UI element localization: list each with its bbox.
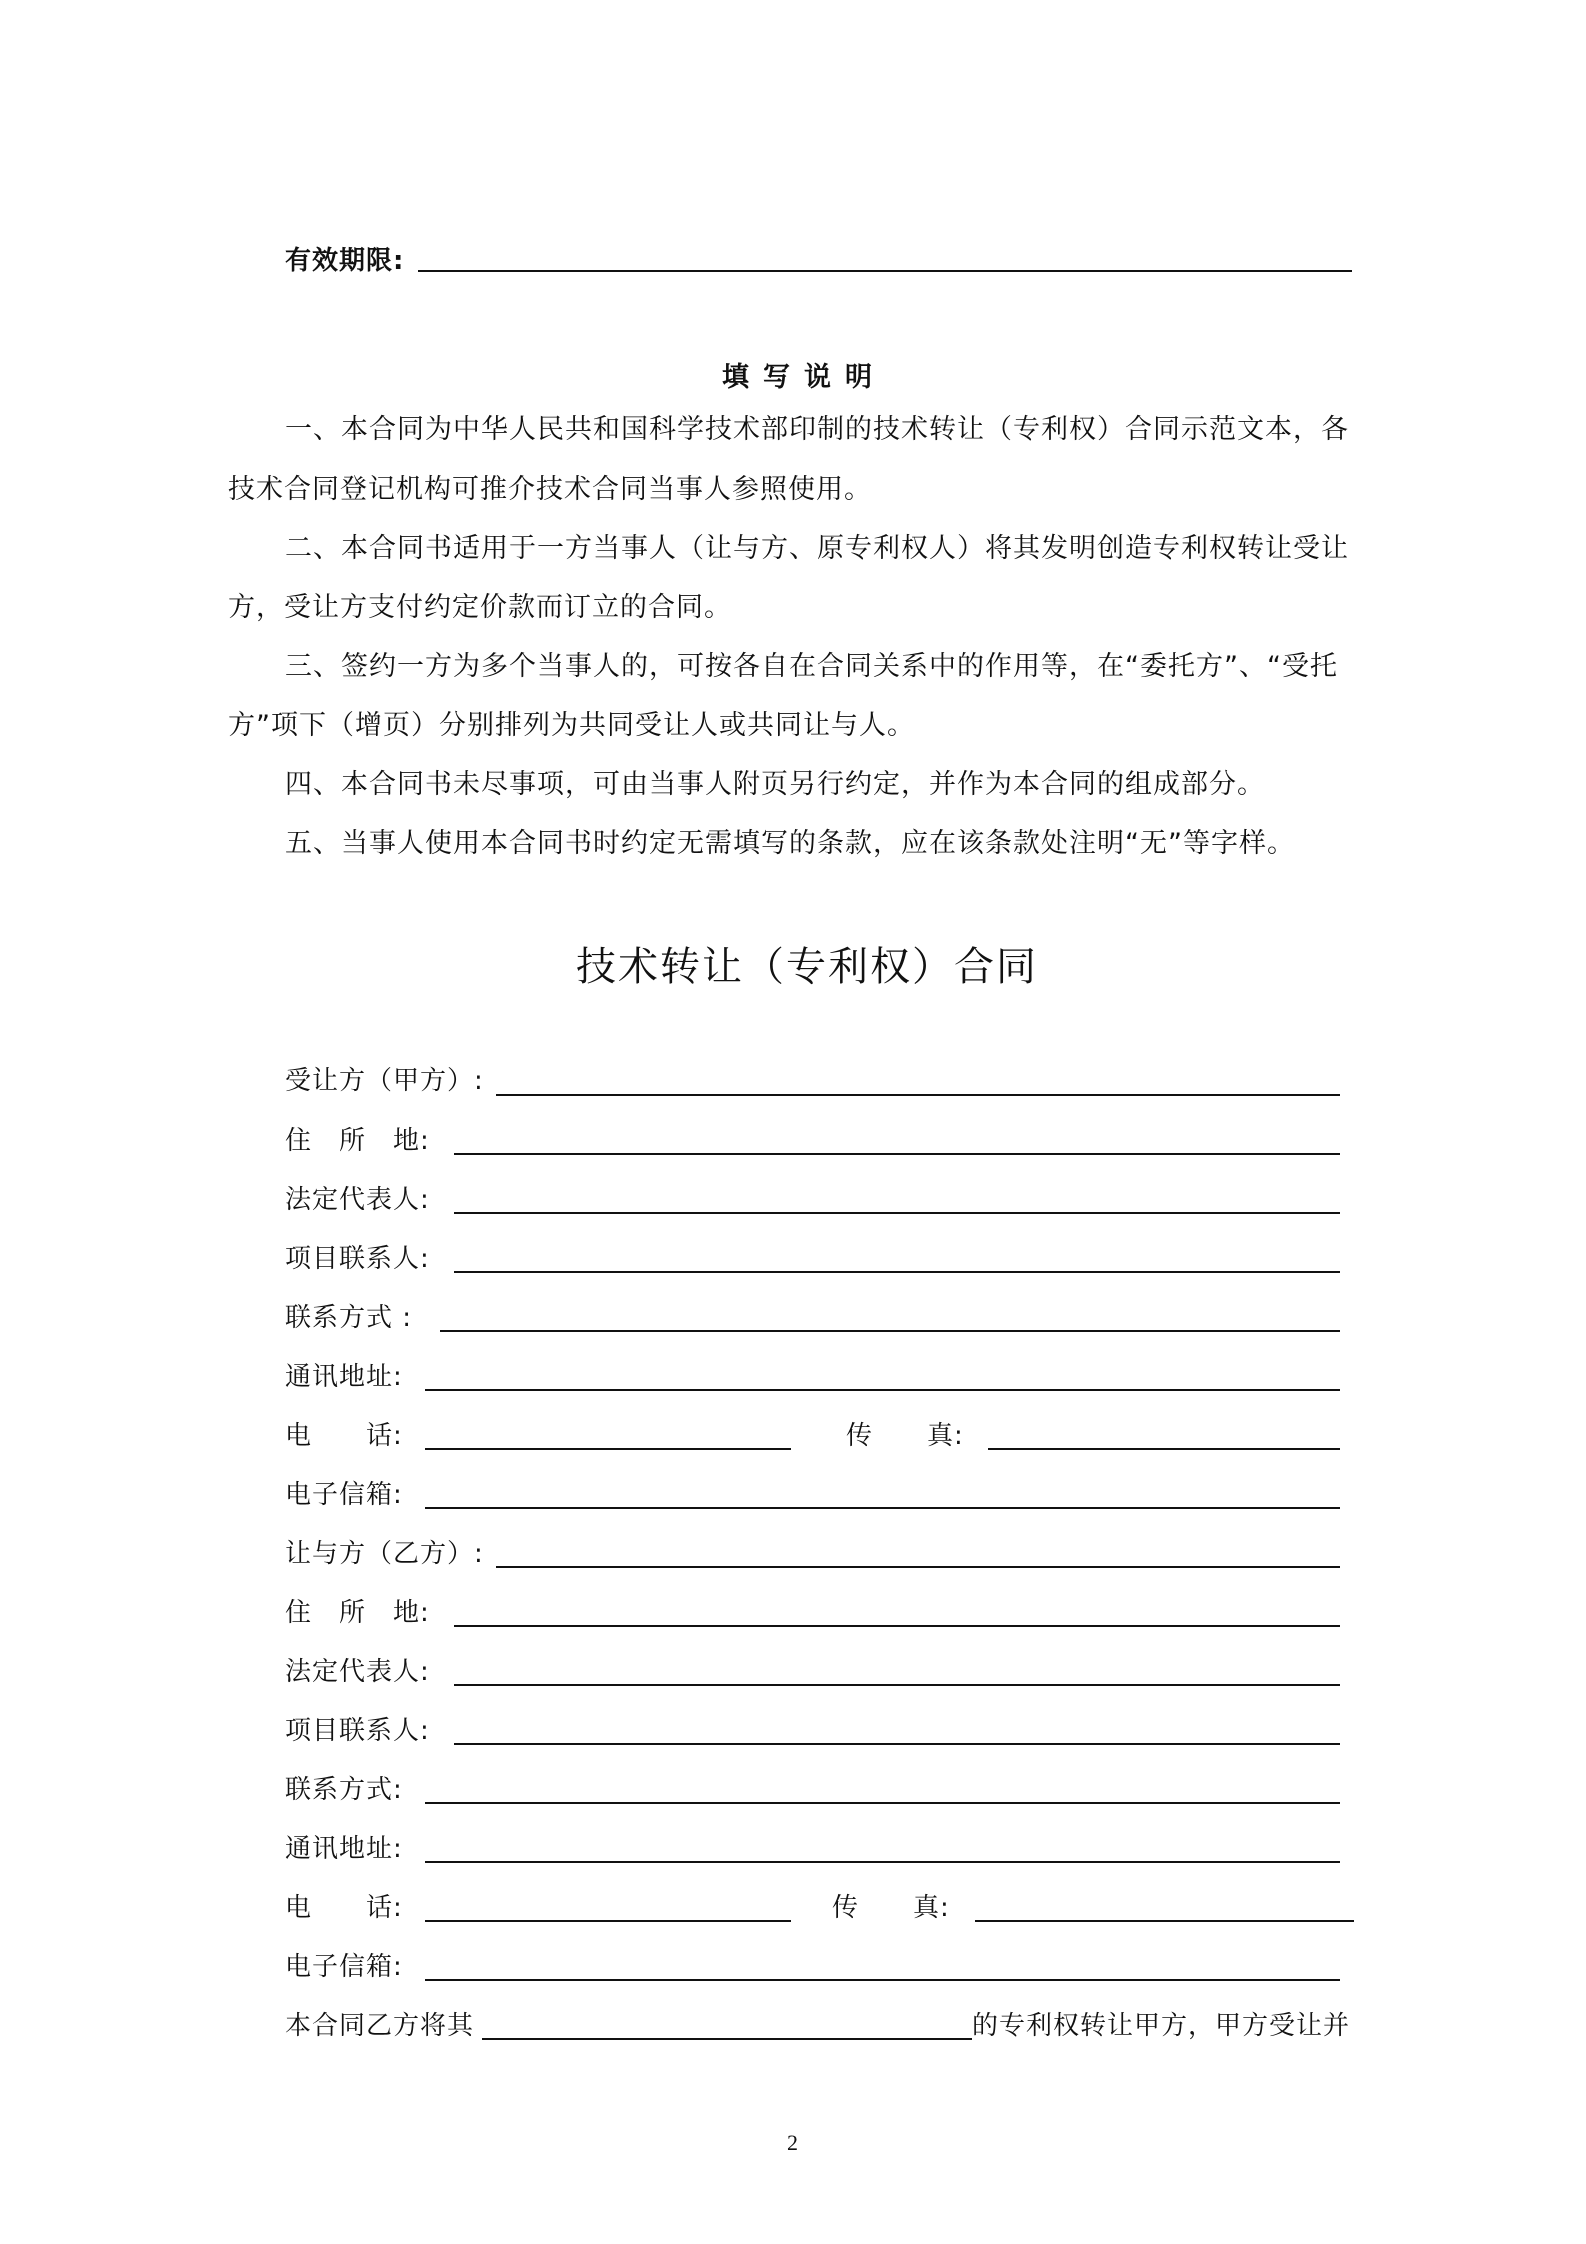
instruction-3-line2: 方”项下（增页）分别排列为共同受让人或共同让与人。 bbox=[228, 710, 915, 741]
party-b-email-label: 电子信箱: bbox=[285, 1952, 403, 1982]
party-b-contact-field[interactable] bbox=[454, 1743, 1340, 1745]
instruction-2-line1: 二、本合同书适用于一方当事人（让与方、原专利权人）将其发明创造专利权转让受让 bbox=[285, 533, 1349, 564]
party-a-contact-field[interactable] bbox=[454, 1271, 1340, 1273]
validity-label: 有效期限: bbox=[285, 246, 405, 276]
party-a-email-label: 电子信箱: bbox=[285, 1480, 403, 1510]
party-a-contact-method-label: 联系方式 : bbox=[285, 1303, 413, 1333]
party-a-address-label: 住 所 地: bbox=[285, 1126, 430, 1156]
instruction-4: 四、本合同书未尽事项，可由当事人附页另行约定，并作为本合同的组成部分。 bbox=[285, 769, 1265, 800]
party-b-mail-address-label: 通讯地址: bbox=[285, 1834, 403, 1864]
closing-suffix: 的专利权转让甲方，甲方受让并 bbox=[972, 2011, 1351, 2041]
party-b-contact-method-field[interactable] bbox=[425, 1802, 1340, 1804]
party-a-fax-label: 传 真: bbox=[846, 1421, 964, 1451]
party-b-legal-rep-field[interactable] bbox=[454, 1684, 1340, 1686]
party-a-email-field[interactable] bbox=[425, 1507, 1340, 1509]
page-number: 2 bbox=[787, 2130, 798, 2155]
party-b-legal-rep-label: 法定代表人: bbox=[285, 1657, 430, 1687]
instruction-1-line1: 一、本合同为中华人民共和国科学技术部印制的技术转让（专利权）合同示范文本，各 bbox=[285, 414, 1349, 445]
party-a-mail-address-field[interactable] bbox=[425, 1389, 1340, 1391]
party-a-phone-field[interactable] bbox=[425, 1448, 791, 1450]
closing-patent-field[interactable] bbox=[482, 2038, 972, 2040]
party-a-name-field[interactable] bbox=[496, 1094, 1340, 1096]
party-a-mail-address-label: 通讯地址: bbox=[285, 1362, 403, 1392]
instruction-5: 五、当事人使用本合同书时约定无需填写的条款，应在该条款处注明“无”等字样。 bbox=[285, 828, 1295, 859]
party-a-phone-label: 电 话: bbox=[285, 1421, 403, 1451]
party-b-fax-label: 传 真: bbox=[832, 1893, 950, 1923]
party-b-mail-address-field[interactable] bbox=[425, 1861, 1340, 1863]
party-b-contact-method-label: 联系方式: bbox=[285, 1775, 403, 1805]
party-b-fax-field[interactable] bbox=[975, 1920, 1354, 1922]
party-a-legal-rep-field[interactable] bbox=[454, 1212, 1340, 1214]
instructions-heading: 填写说明 bbox=[722, 362, 886, 393]
party-b-phone-label: 电 话: bbox=[285, 1893, 403, 1923]
party-a-legal-rep-label: 法定代表人: bbox=[285, 1185, 430, 1215]
party-b-email-field[interactable] bbox=[425, 1979, 1340, 1981]
party-b-name-field[interactable] bbox=[496, 1566, 1340, 1568]
contract-title: 技术转让（专利权）合同 bbox=[576, 944, 1038, 990]
validity-field[interactable] bbox=[418, 270, 1352, 272]
party-a-address-field[interactable] bbox=[454, 1153, 1340, 1155]
party-b-phone-field[interactable] bbox=[425, 1920, 791, 1922]
party-a-heading: 受让方（甲方）: bbox=[285, 1066, 484, 1096]
party-b-heading: 让与方（乙方）: bbox=[285, 1539, 484, 1569]
party-a-contact-method-field[interactable] bbox=[440, 1330, 1340, 1332]
instruction-2-line2: 方，受让方支付约定价款而订立的合同。 bbox=[228, 592, 732, 623]
party-b-address-field[interactable] bbox=[454, 1625, 1340, 1627]
party-b-contact-label: 项目联系人: bbox=[285, 1716, 430, 1746]
instruction-3-line1: 三、签约一方为多个当事人的，可按各自在合同关系中的作用等，在“委托方”、“受托 bbox=[285, 651, 1338, 682]
party-b-address-label: 住 所 地: bbox=[285, 1598, 430, 1628]
party-a-fax-field[interactable] bbox=[988, 1448, 1340, 1450]
closing-prefix: 本合同乙方将其 bbox=[285, 2011, 475, 2041]
party-a-contact-label: 项目联系人: bbox=[285, 1244, 430, 1274]
instruction-1-line2: 技术合同登记机构可推介技术合同当事人参照使用。 bbox=[228, 474, 872, 505]
